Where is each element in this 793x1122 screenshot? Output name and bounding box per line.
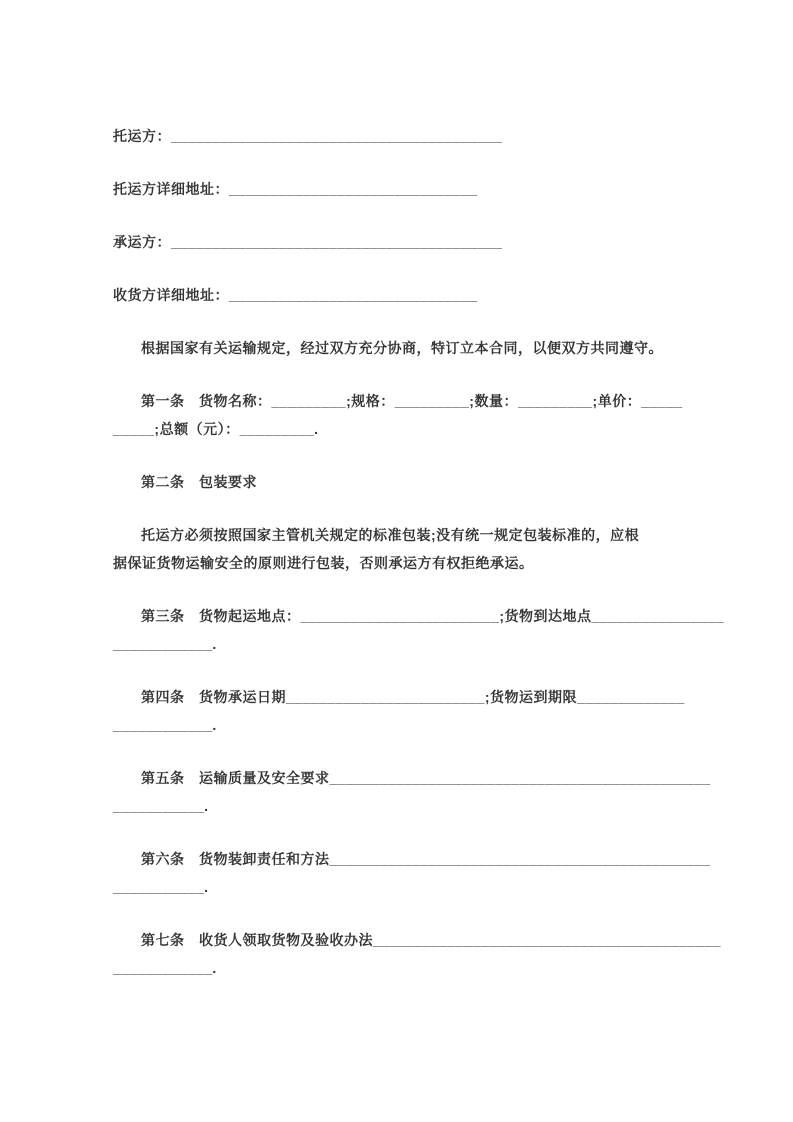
clause-7-line-2 [113,954,705,982]
clause-7-line-1 [113,926,722,954]
clause-5-heading: 第五条 运输质量及安全要求 [141,770,330,786]
clause-3-heading: 第三条 货物起运地点： [141,608,301,624]
field-blank-shipper: ________________________________________ [171,128,503,144]
clause-1-body-1: _________;规格：_________;数量：_________;单价：_____ [271,393,683,409]
field-label-consignee-address: 收货方详细地址： [113,287,229,303]
field-label-shipper-address: 托运方详细地址： [113,181,229,197]
clause-4-heading: 第四条 货物承运日期 [141,689,286,705]
field-blank-consignee-address: ______________________________ [229,287,478,303]
clause-4-body-2: ____________. [113,717,217,733]
field-line-consignee-address [113,281,705,309]
clause-4-line-1 [113,683,705,711]
clause-1-heading: 第一条 货物名称： [141,393,272,409]
clause-5-body-1: ______________________________________________ [329,770,711,786]
clause-7-body-1: __________________________________________ [373,932,722,948]
clause-6-body-1: ______________________________________________ [329,851,711,867]
clause-7-body-2: ____________. [113,960,217,976]
clause-1-line-1 [113,387,705,415]
clause-2-paragraph-line-2 [113,549,705,577]
field-blank-shipper-address: ______________________________ [229,181,478,197]
clause-6-line-1 [113,845,711,873]
field-label-carrier: 承运方： [113,234,171,250]
field-line-shipper-address [113,175,705,203]
clause-2-body-1: 托运方必须按照国家主管机关规定的标准包装;没有统一规定包装标准的，应根 [141,527,640,543]
clause-4-body-1: ________________________;货物运到期限_____________ [286,689,685,705]
clause-2-heading: 第二条 包装要求 [141,474,257,490]
field-line-carrier [113,228,705,256]
clause-5-body-2: ___________. [113,798,209,814]
clause-6-heading: 第六条 货物装卸责任和方法 [141,851,330,867]
clause-3-body-2: ____________. [113,636,217,652]
clause-6-line-2 [113,873,705,901]
field-line-shipper [113,122,705,150]
clause-7-heading: 第七条 收货人领取货物及验收办法 [141,932,373,948]
clause-1-body-2: _____;总额（元）：_________. [113,421,319,437]
intro-paragraph [113,334,705,362]
clause-2-heading-line [113,468,705,496]
intro-text: 根据国家有关运输规定，经过双方充分协商，特订立本合同，以便双方共同遵守。 [141,340,663,356]
clause-5-line-2 [113,792,705,820]
field-label-shipper: 托运方： [113,128,171,144]
clause-1-line-2 [113,415,705,443]
clause-6-body-2: ___________. [113,879,209,895]
clause-2-body-2: 据保证货物运输安全的原则进行包装，否则承运方有权拒绝承运。 [113,555,534,571]
clause-3-line-1 [113,602,725,630]
clause-5-line-1 [113,764,711,792]
clause-3-body-1: ________________________;货物到达地点________________ [300,608,725,624]
clause-2-paragraph-line-1 [113,521,705,549]
clause-3-line-2 [113,630,705,658]
field-blank-carrier: ________________________________________ [171,234,503,250]
clause-4-line-2 [113,711,705,739]
